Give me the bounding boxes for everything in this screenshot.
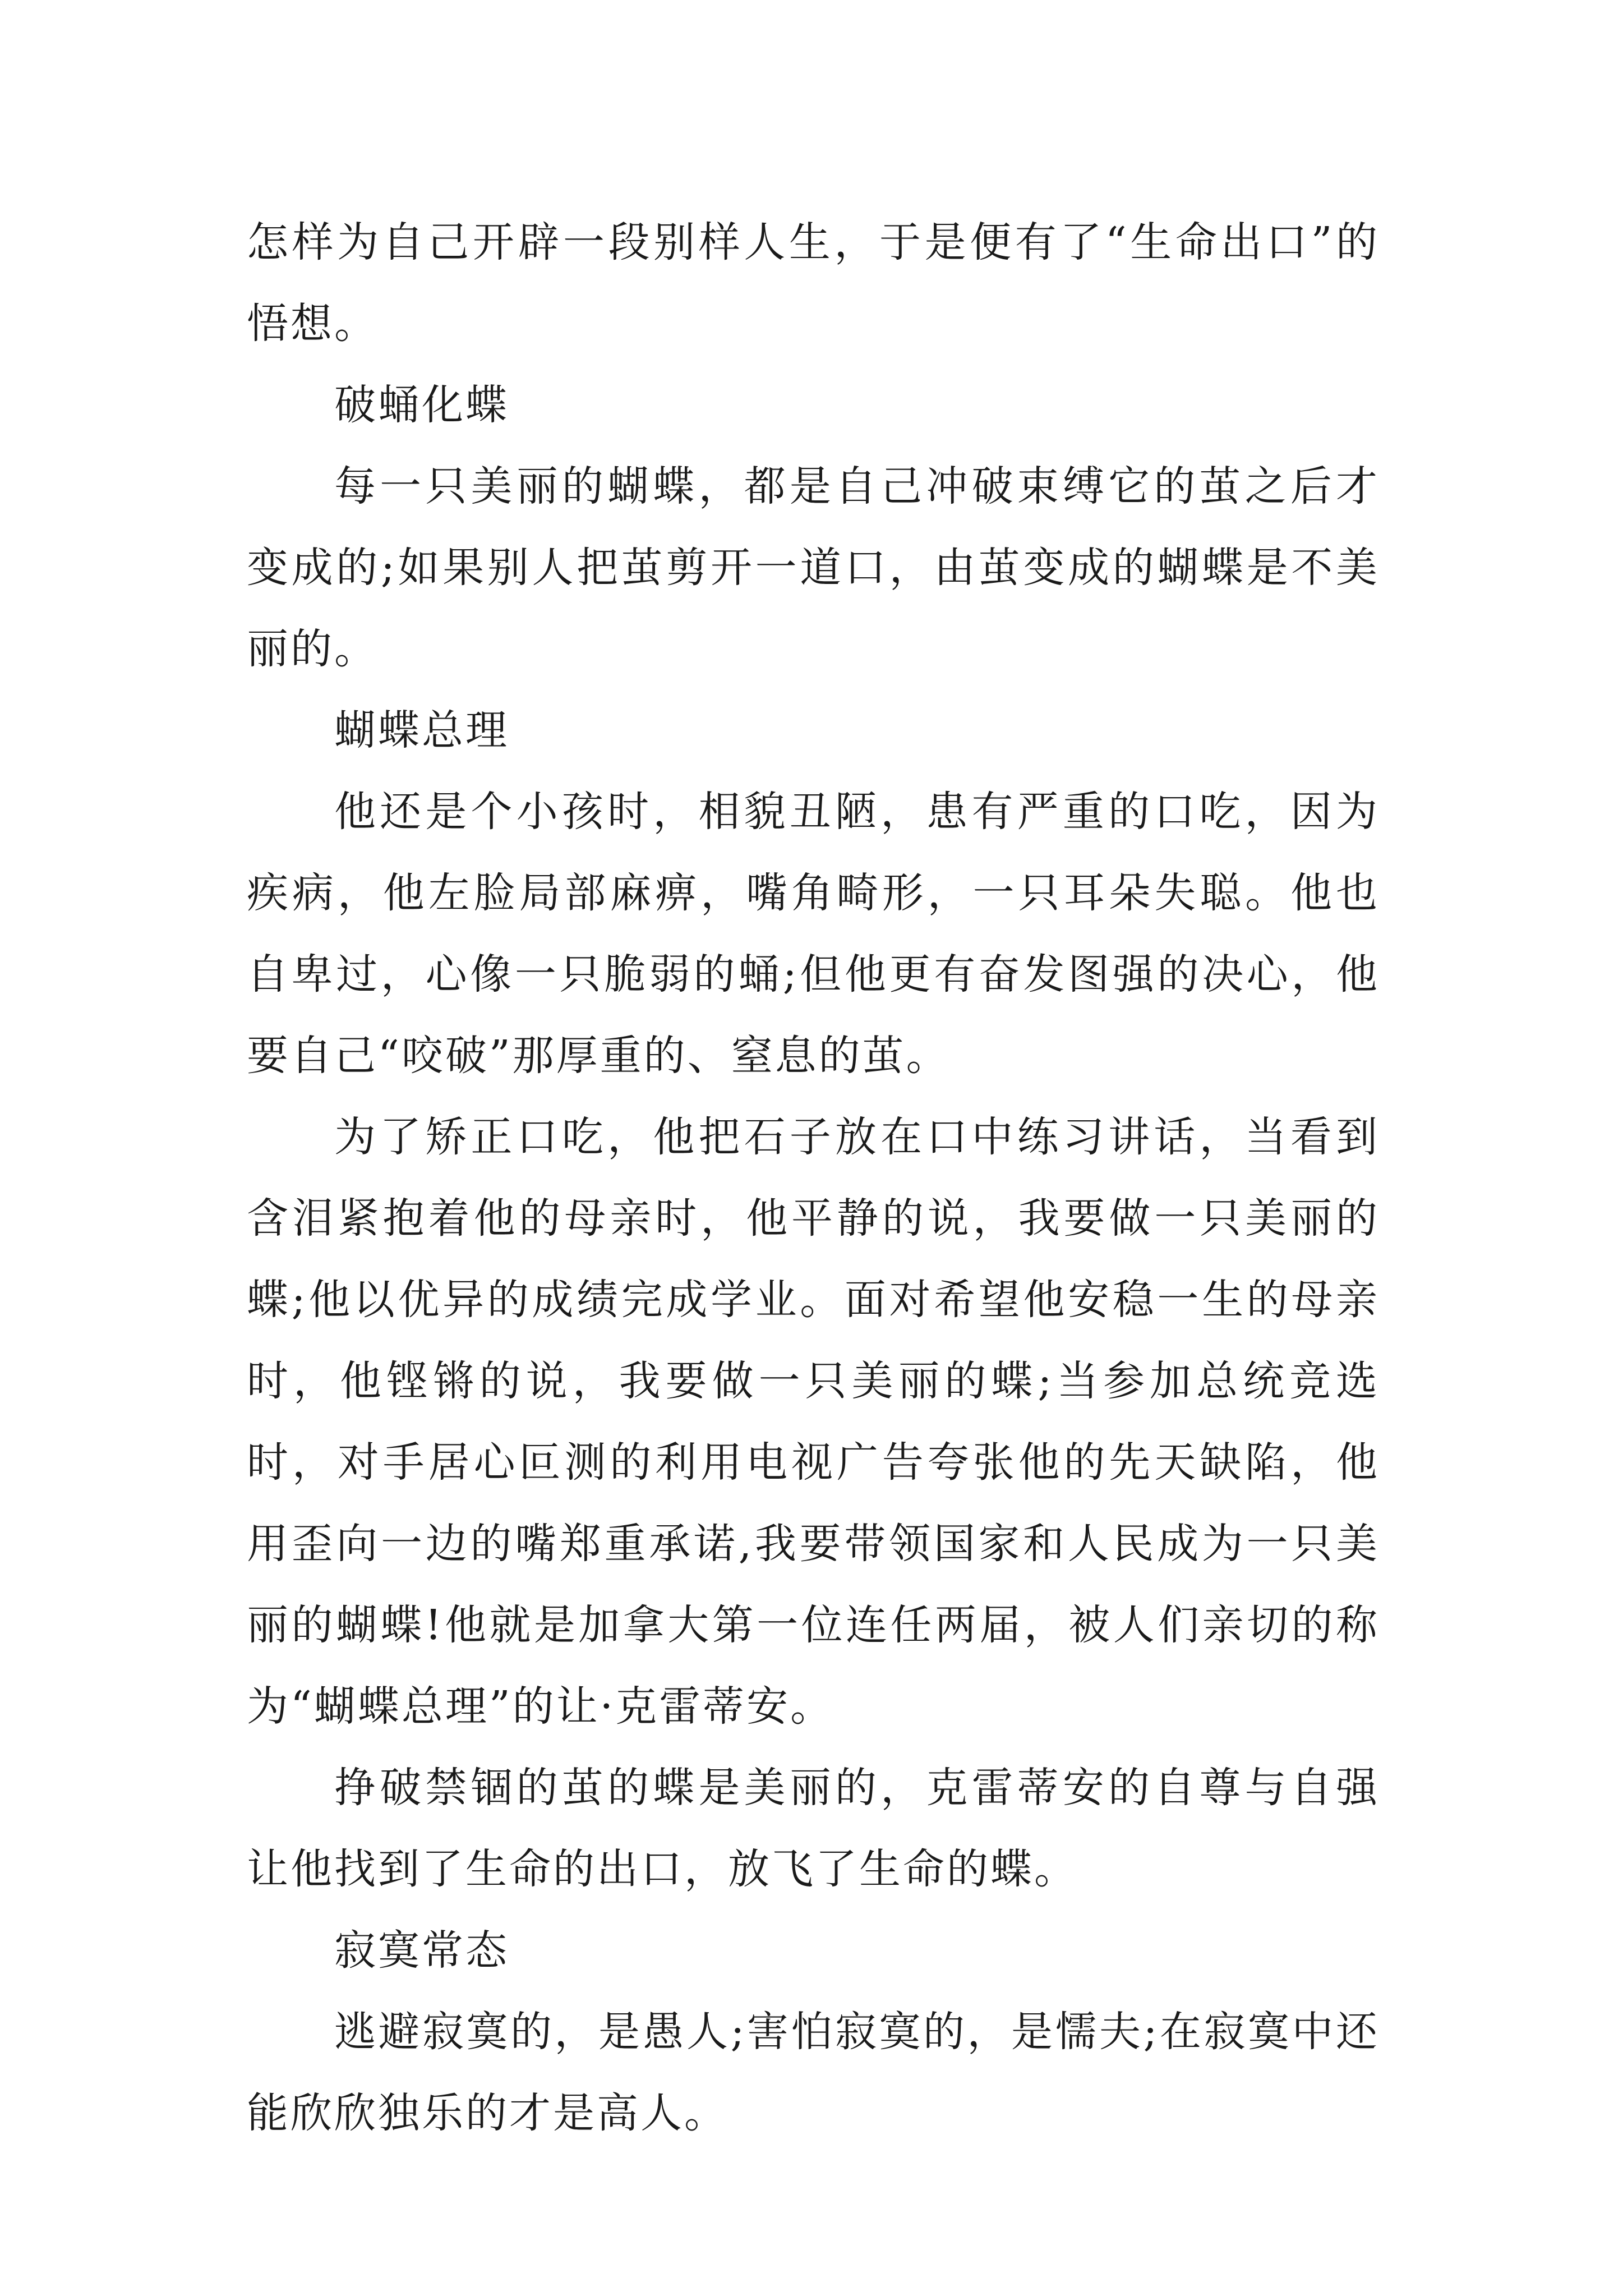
article-body [247, 202, 1380, 2154]
body-paragraph: 他还是个小孩时，相貌丑陋，患有严重的口吃，因为疾病，他左脸局部麻痹，嘴角畸形，一只耳朵失聪。他也自卑过，心像一只脆弱的蛹;但他更有奋发图强的决心，他要自己“咬破”那厚重的、窒息的茧。 [247, 788, 1380, 1080]
continuation-paragraph: 怎样为自己开辟一段别样人生，于是便有了“生命出口”的悟想。 [247, 218, 1380, 348]
body-paragraph: 为了矫正口吃，他把石子放在口中练习讲话，当看到含泪紧抱着他的母亲时，他平静的说，我要做一只美丽的蝶;他以优异的成绩完成学业。面对希望他安稳一生的母亲时，他铿锵的说，我要做一只美丽的蝶;当参加总统竞选时，对手居心叵测的利用电视广告夸张他的先天缺陷，他用歪向一边的嘴郑重承诺,我要带领国家和人民成为一只美丽的蝴蝶!他就是加拿大第一位连任两届，被人们亲切的称为“蝴蝶总理”的让·克雷蒂安。 [247, 1113, 1380, 1731]
body-paragraph: 逃避寂寞的，是愚人;害怕寂寞的，是懦夫;在寂寞中还能欣欣独乐的才是高人。 [247, 2008, 1380, 2137]
section-heading: 蝴蝶总理 [334, 706, 509, 754]
section-heading: 寂寞常态 [334, 1926, 509, 1975]
body-paragraph: 挣破禁锢的茧的蝶是美丽的，克雷蒂安的自尊与自强让他找到了生命的出口，放飞了生命的蝶。 [247, 1764, 1380, 1893]
section-heading: 破蛹化蝶 [334, 381, 509, 429]
body-paragraph: 每一只美丽的蝴蝶，都是自己冲破束缚它的茧之后才变成的;如果别人把茧剪开一道口，由茧变成的蝴蝶是不美丽的。 [247, 462, 1380, 673]
